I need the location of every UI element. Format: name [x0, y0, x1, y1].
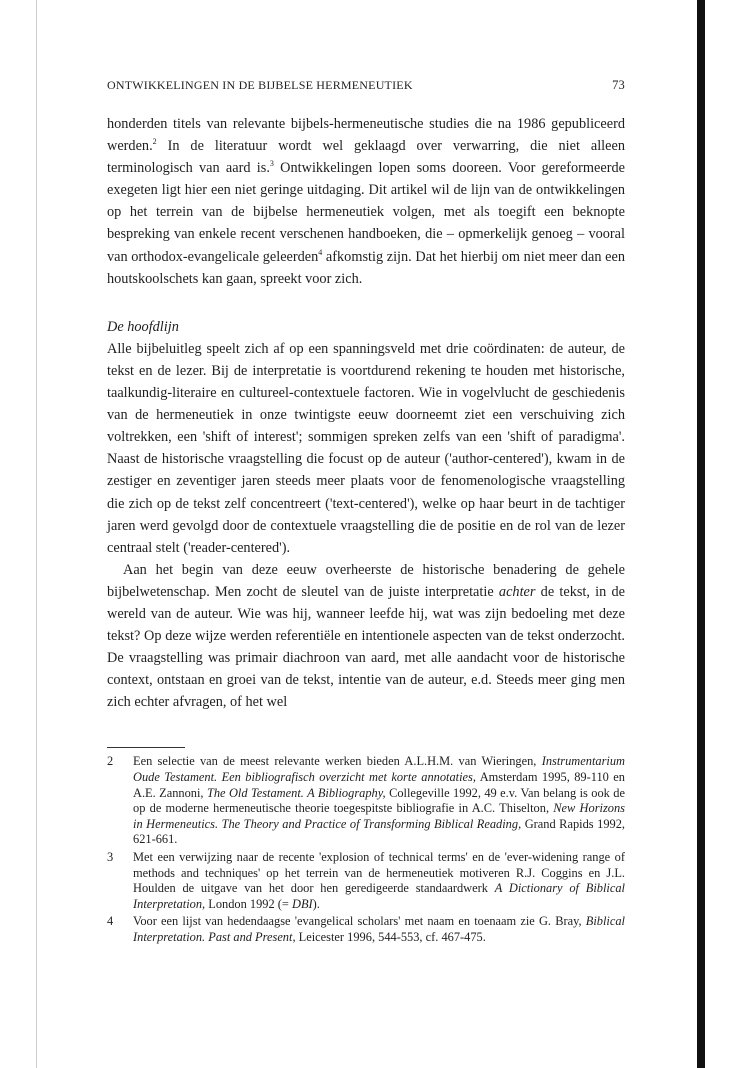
fn-part: Collegeville 1992, 49 e.v. Van belang is ook de op de moderne hermeneutische theorie toegespitste bibliografie in A.C. Thiselton,: [133, 785, 625, 816]
fn-part: Grand Rapids 1992, 621-661.: [133, 816, 625, 847]
fn-part: Voor een lijst van hedendaagse 'evangelical scholars' met naam en toenaam zie G. Bray,: [133, 914, 586, 929]
footnote-3: [107, 850, 625, 912]
fn-title: New Horizons in Hermeneutics. The Theory and Practice of Transforming Biblical Reading,: [133, 801, 625, 831]
running-head: [107, 78, 625, 93]
fn-title: A Dictionary of Biblical Interpretation,: [133, 881, 625, 911]
book-page: [107, 78, 625, 948]
footnotes: [107, 754, 625, 945]
footnote-ref-3: 3: [269, 159, 274, 169]
footnote-number: 2: [107, 754, 114, 769]
fn-part: Leicester 1996, 544-553, cf. 467-475.: [295, 929, 486, 944]
footnote-text: [133, 914, 625, 945]
fn-title: Biblical Interpretation. Past and Present,: [133, 914, 625, 944]
fn-part: Amsterdam 1995, 89-110 en A.E. Zannoni,: [133, 770, 625, 800]
footnote-ref-4: 4: [318, 247, 323, 257]
scan-edge-left: [36, 0, 37, 1068]
paragraph-intro-part: honderden titels van relevante bijbels-hermeneutische studies die na 1986 gepubliceerd werden.: [107, 116, 625, 155]
paragraph-historical: [107, 559, 625, 714]
paragraph-intro: [107, 113, 625, 290]
footnote-text: [133, 850, 625, 912]
fn-part: Een selectie van de meest relevante werken bieden A.L.H.M. van Wieringen,: [133, 754, 542, 769]
fn-part: Met een verwijzing naar de recente 'explosion of technical terms' en de 'ever-widening range of methods and techniques' op het terrein van de hermeneutiek motiveren R.J. Coggins en J.L. Houlden de uitgave van het door hen geredigeerde standaardwerk: [133, 850, 625, 896]
section-heading: De hoofdlijn: [107, 318, 179, 335]
paragraph-intro-part: Ontwikkelingen lopen soms dooreen. Voor gereformeerde exegeten ligt hier een niet geringe uitdaging. Dit artikel wil de lijn van de ontwikkelingen op het terrein van de bijbelse hermeneutiek volgen, met als toegift een beknopte bespreking van enkele recent verschenen handboeken, die – opmerkelijk genoeg – vooral van orthodox-evangelicale geleerden: [107, 160, 625, 265]
footnote-ref-2: 2: [152, 137, 157, 147]
footnote-4: [107, 914, 625, 945]
emphasis-achter: achter: [498, 583, 536, 600]
fn-title: Instrumentarium Oude Testament. Een bibliografisch overzicht met korte annotaties,: [133, 754, 625, 785]
footnote-number: 3: [107, 850, 114, 864]
paragraph-intro-part: In de literatuur wordt wel geklaagd over verwarring, die niet alleen terminologisch van aard is.: [107, 138, 625, 177]
running-title: ONTWIKKELINGEN IN DE BIJBELSE HERMENEUTIEK: [107, 78, 413, 92]
paragraph-historical-part: Aan het begin van deze eeuw overheerste de historische benadering de gehele bijbelwetenschap. Men zocht de sleutel van de juiste interpretatie: [107, 561, 625, 600]
fn-title: The Old Testament. A Bibliography,: [206, 785, 386, 800]
page-number: 73: [612, 78, 625, 92]
scan-edge-right: [697, 0, 705, 1068]
fn-part: ).: [312, 896, 320, 911]
footnote-number: 4: [107, 914, 114, 929]
footnote-rule: [107, 747, 185, 748]
paragraph-intro-part: afkomstig zijn. Dat het hierbij om niet meer dan een houtskoolschets kan gaan, spreekt voor zich.: [107, 248, 625, 287]
fn-part: London 1992 (=: [205, 896, 292, 911]
body-text: [107, 113, 625, 713]
fn-title: DBI: [292, 896, 313, 911]
footnote-2: [107, 754, 625, 848]
paragraph-historical-part: de tekst, in de wereld van de auteur. Wie was hij, wanneer leefde hij, wat was zijn bedoeling met deze tekst? Op deze wijze werden referentiële en intentionele aspecten van de tekst onderzocht. De vraagstelling was primair diachroon van aard, met alle aandacht voor de historische context, ontstaan en groei van de tekst, intentie van de auteur, e.d. Steeds meer ging men zich echter afvragen, of het wel: [107, 583, 625, 711]
paragraph-main-line: Alle bijbeluitleg speelt zich af op een spanningsveld met drie coördinaten: de auteur, de tekst en de lezer. Bij de interpretatie is voortdurend rekening te houden met historische, taalkundig-literaire en cultureel-contextuele factoren. Wie in vogelvlucht de geschiedenis van de hermeneutiek in onze twintigste eeuw doorneemt ziet een verschuiving zich voltrekken, een 'shift of interest'; sommigen spreken zelfs van een 'shift of paradigma'. Naast de historische vraagstelling die focust op de auteur ('author-centered'), kwam in de zestiger en zeventiger jaren steeds meer plaats voor de fenomenologische vraagstelling die zich op de tekst zelf concentreert ('text-centered'), welke op haar beurt in de tachtiger jaren werd gevolgd door de contextuele vraagstelling die de positie en de rol van de lezer centraal stelt ('reader-centered').: [107, 340, 625, 556]
footnote-text: [133, 754, 625, 848]
